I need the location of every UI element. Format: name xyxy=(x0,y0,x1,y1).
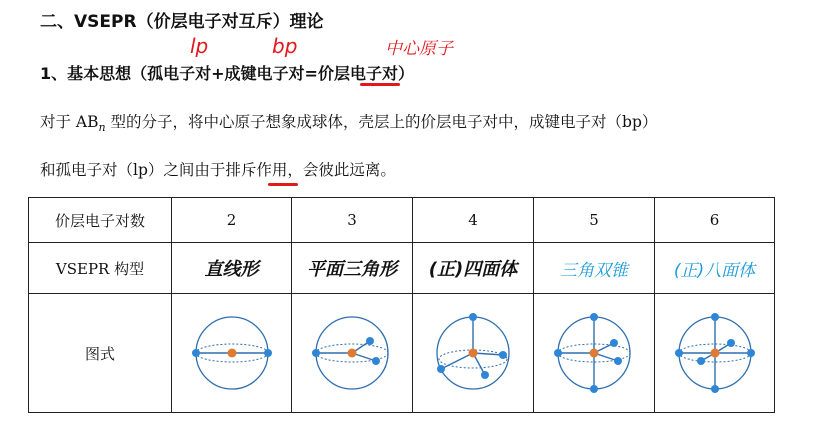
row-header-diagram: 图式 xyxy=(29,294,172,413)
shape-cell xyxy=(413,243,534,294)
shape-trigonal-planar: 平面三角形 xyxy=(307,259,397,280)
shape-linear: 直线形 xyxy=(204,259,259,280)
shape-octahedral: (正)八面体 xyxy=(673,260,756,281)
red-underline-repulsion xyxy=(268,183,298,186)
octahedral-sphere-diagram xyxy=(673,311,757,395)
shape-tetrahedral: (正)四面体 xyxy=(428,259,518,280)
count-cell: 5 xyxy=(534,198,655,243)
table-row-shape xyxy=(29,243,775,294)
diagram-cell xyxy=(413,294,534,413)
diagram-cell xyxy=(655,294,775,413)
diagram-cell xyxy=(534,294,655,413)
annotation-center-atom: 中心原子 xyxy=(385,39,453,59)
red-underline-valence xyxy=(360,83,400,86)
row-header-count: 价层电子对数 xyxy=(29,198,172,243)
tetrahedral-sphere-diagram xyxy=(431,311,515,395)
row-header-shape: VSEPR 构型 xyxy=(29,243,172,294)
paragraph-line-1-end: 型的分子，将中心原子想象成球体，壳层上的价层电子对中，成键电子对（bp） xyxy=(105,113,658,131)
count-cell: 6 xyxy=(655,198,775,243)
count-cell: 3 xyxy=(292,198,413,243)
shape-cell xyxy=(292,243,413,294)
trigonal-planar-sphere-diagram xyxy=(310,311,394,395)
trigonal-bipyramidal-sphere-diagram xyxy=(552,311,636,395)
shape-cell xyxy=(534,243,655,294)
paragraph-line-1-start: 对于 AB xyxy=(40,113,99,131)
diagram-cell xyxy=(292,294,413,413)
paragraph-line-1 xyxy=(40,110,657,134)
count-cell: 2 xyxy=(172,198,292,243)
subscript-n: n xyxy=(98,121,106,135)
subsection-title: 1、基本思想（孤电子对+成键电子对=价层电子对） xyxy=(40,64,414,83)
linear-sphere-diagram xyxy=(190,311,274,395)
paragraph-line-2: 和孤电子对（lp）之间由于排斥作用，会彼此远离。 xyxy=(40,161,396,179)
annotation-bp: bp xyxy=(272,34,298,58)
shape-cell xyxy=(172,243,292,294)
diagram-cell xyxy=(172,294,292,413)
vsepr-table xyxy=(28,197,775,413)
table-row-diagram xyxy=(29,294,775,413)
shape-cell xyxy=(655,243,775,294)
count-cell: 4 xyxy=(413,198,534,243)
annotation-lp: lp xyxy=(190,34,209,58)
table-row-count xyxy=(29,198,775,243)
section-title: 二、VSEPR（价层电子对互斥）理论 xyxy=(40,12,324,32)
shape-trigonal-bipyramidal: 三角双锥 xyxy=(560,260,628,281)
